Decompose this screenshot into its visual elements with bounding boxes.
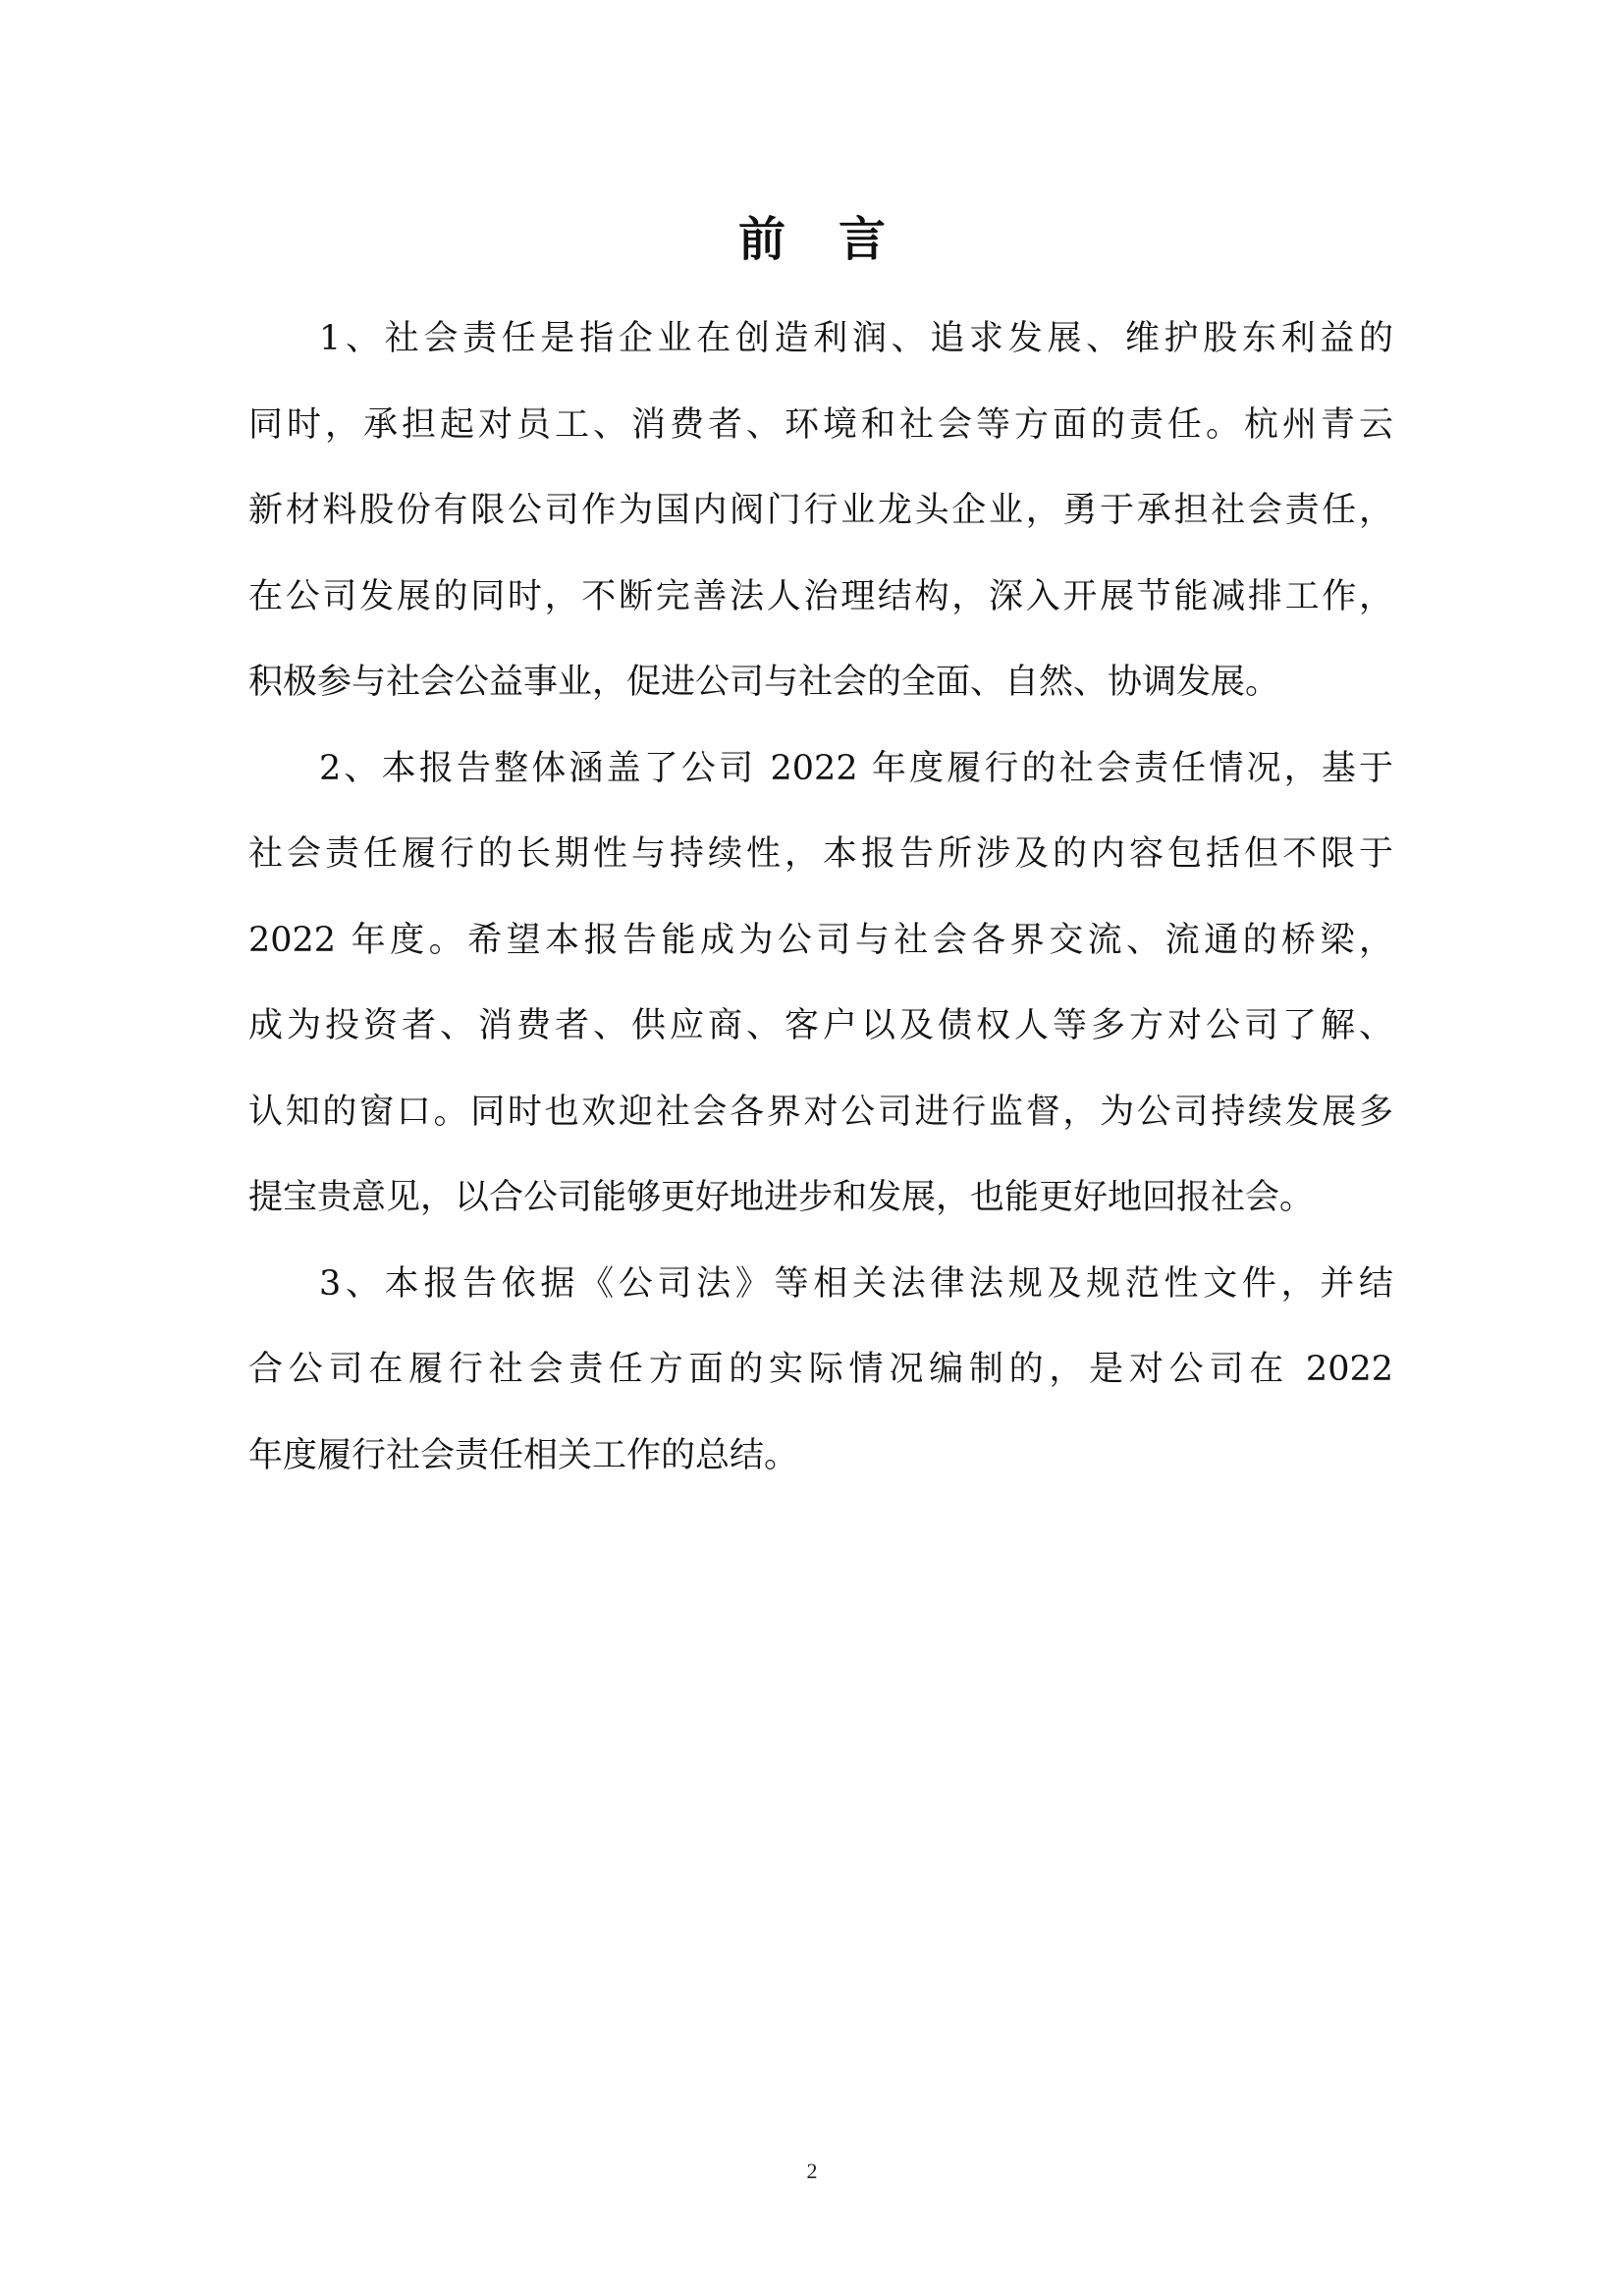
paragraph-line: 年度履行社会责任相关工作的总结。 (248, 1435, 799, 1475)
paragraph-line: 1、社会责任是指企业在创造利润、追求发展、维护股东利益的 (319, 319, 1393, 358)
paragraph-line: 合公司在履行社会责任方面的实际情况编制的，是对公司在 2022 (248, 1350, 1393, 1389)
paragraph-line: 在公司发展的同时，不断完善法人治理结构，深入开展节能减排工作， (248, 576, 1393, 616)
paragraph-line: 社会责任履行的长期性与持续性，本报告所涉及的内容包括但不限于 (248, 834, 1393, 874)
page-title: 前言 (737, 212, 939, 267)
preface-body (248, 296, 1393, 1499)
paragraph-line: 积极参与社会公益事业，促进公司与社会的全面、自然、协调发展。 (248, 663, 1280, 702)
paragraph-2 (248, 726, 1393, 1242)
paragraph-line: 成为投资者、消费者、供应商、客户以及债权人等多方对公司了解、 (248, 1006, 1393, 1045)
paragraph-line: 2、本报告整体涵盖了公司 2022 年度履行的社会责任情况，基于 (319, 748, 1393, 788)
paragraph-line: 新材料股份有限公司作为国内阀门行业龙头企业，勇于承担社会责任， (248, 491, 1393, 530)
paragraph-3 (248, 1242, 1393, 1500)
paragraph-line: 3、本报告依据《公司法》等相关法律法规及规范性文件，并结 (319, 1263, 1393, 1304)
paragraph-line: 提宝贵意见，以合公司能够更好地进步和发展，也能更好地回报社会。 (248, 1178, 1315, 1217)
paragraph-line: 认知的窗口。同时也欢迎社会各界对公司进行监督，为公司持续发展多 (248, 1092, 1393, 1132)
paragraph-line: 同时，承担起对员工、消费者、环境和社会等方面的责任。杭州青云 (248, 404, 1393, 445)
page-number: 2 (806, 2159, 818, 2183)
paragraph-line: 2022 年度。希望本报告能成为公司与社会各界交流、流通的桥梁， (248, 920, 1393, 960)
paragraph-1 (248, 296, 1393, 726)
